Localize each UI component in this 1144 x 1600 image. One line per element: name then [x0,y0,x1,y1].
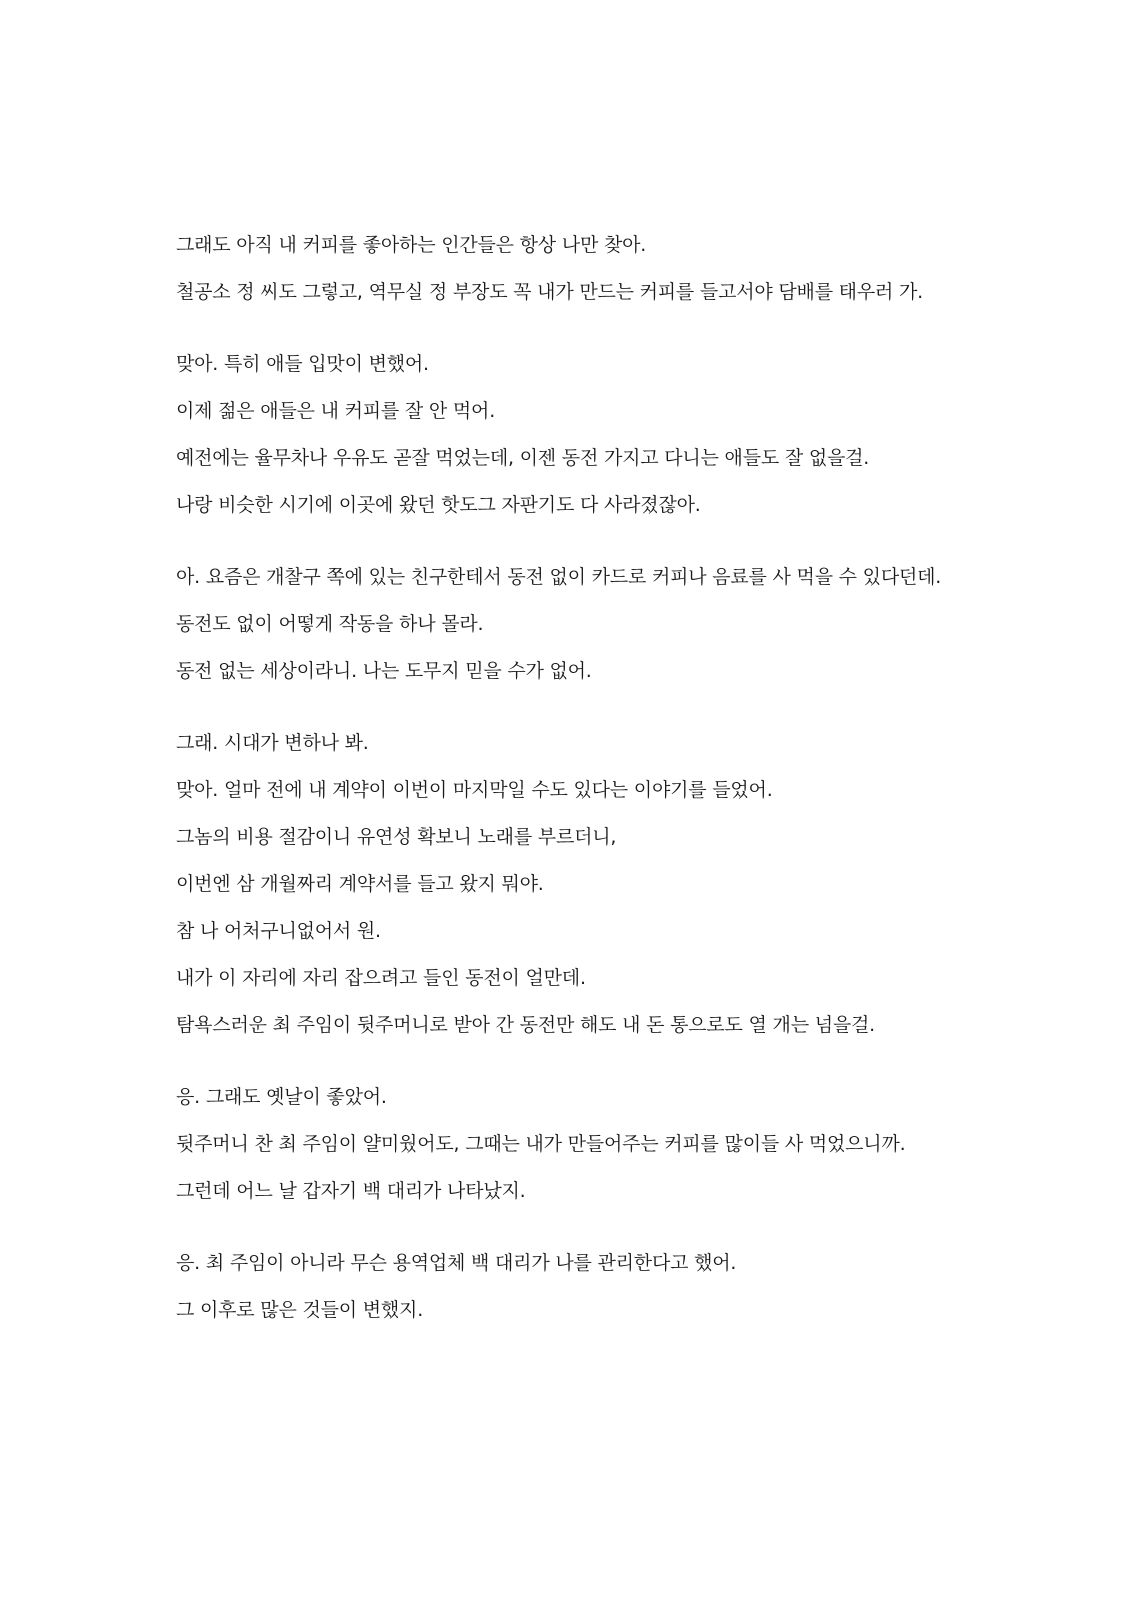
paragraph [176,1074,1076,1215]
text-line: 참 나 어처구니없어서 원. [176,920,381,942]
paragraph [176,341,1076,529]
text-line: 맞아. 특히 애들 입맛이 변했어. [176,353,429,375]
paragraph [176,554,1076,695]
text-line: 맞아. 얼마 전에 내 계약이 이번이 마지막일 수도 있다는 이야기를 들었어. [176,779,773,801]
paragraph [176,222,1076,316]
paragraph [176,1240,1076,1334]
body-text [176,222,1076,1359]
text-line: 그놈의 비용 절감이니 유연성 확보니 노래를 부르더니, [176,826,617,848]
text-line: 철공소 정 씨도 그렇고, 역무실 정 부장도 꼭 내가 만드는 커피를 들고서야 담배를 태우러 가. [176,281,923,303]
text-line: 아. 요즘은 개찰구 쪽에 있는 친구한테서 동전 없이 카드로 커피나 음료를 사 먹을 수 있다던데. [176,566,942,588]
text-line: 동전도 없이 어떻게 작동을 하나 몰라. [176,613,484,635]
text-line: 내가 이 자리에 자리 잡으려고 들인 동전이 얼만데. [176,967,586,989]
text-line: 응. 그래도 옛날이 좋았어. [176,1086,387,1108]
paragraph [176,720,1076,1049]
text-line: 응. 최 주임이 아니라 무슨 용역업체 백 대리가 나를 관리한다고 했어. [176,1252,737,1274]
text-line: 나랑 비슷한 시기에 이곳에 왔던 핫도그 자판기도 다 사라졌잖아. [176,494,701,516]
text-line: 동전 없는 세상이라니. 나는 도무지 믿을 수가 없어. [176,660,592,682]
text-line: 뒷주머니 찬 최 주임이 얄미웠어도, 그때는 내가 만들어주는 커피를 많이들 사 먹었으니까. [176,1133,906,1155]
text-line: 그런데 어느 날 갑자기 백 대리가 나타났지. [176,1180,526,1202]
text-line: 그 이후로 많은 것들이 변했지. [176,1299,424,1321]
text-line: 이번엔 삼 개월짜리 계약서를 들고 왔지 뭐야. [176,873,544,895]
text-line: 탐욕스러운 최 주임이 뒷주머니로 받아 간 동전만 해도 내 돈 통으로도 열 개는 넘을걸. [176,1014,875,1036]
text-line: 예전에는 율무차나 우유도 곧잘 먹었는데, 이젠 동전 가지고 다니는 애들도 잘 없을걸. [176,447,870,469]
text-line: 그래. 시대가 변하나 봐. [176,732,369,754]
text-line: 그래도 아직 내 커피를 좋아하는 인간들은 항상 나만 찾아. [176,234,647,256]
text-line: 이제 젊은 애들은 내 커피를 잘 안 먹어. [176,400,496,422]
